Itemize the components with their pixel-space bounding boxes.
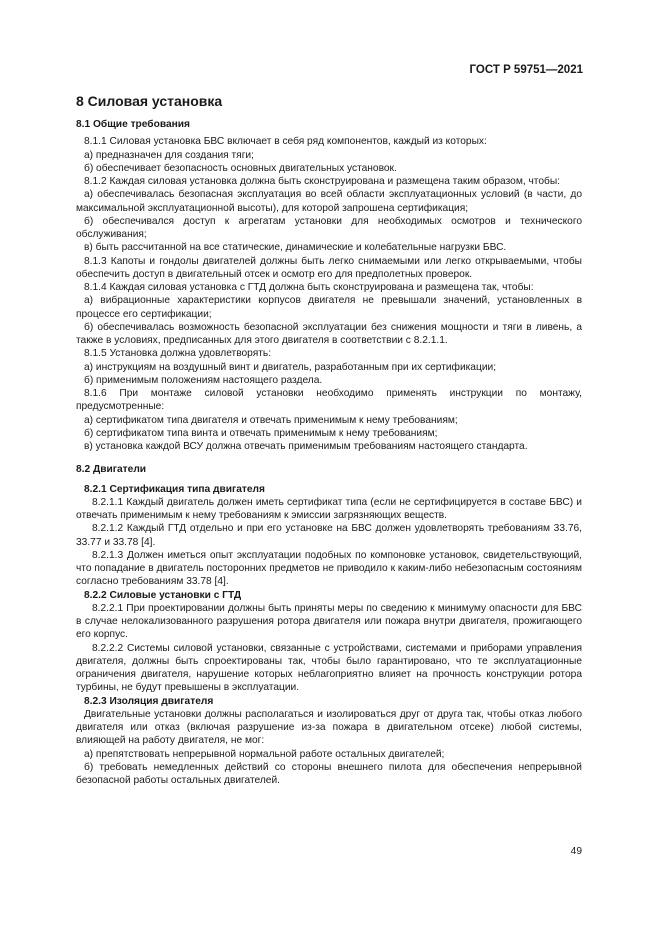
clause-8-2-1 [76,496,582,589]
paragraph: 8.2.2.2 Системы силовой установки, связанные с устройствами, системами и приборами управления двигателя, должны быть спроектированы так, чтобы было гарантировано, что те эксплуатационные ограничения двигателя, нарушение которых неблагоприятно влияет на прочность конструкции ротора турбины, не будут превышены в эксплуатации. [76,642,582,694]
clause-title-8-2-1: 8.2.1 Сертификация типа двигателя [84,483,265,495]
paragraph: Двигательные установки должны располагаться и изолироваться друг от друга так, чтобы отказ любого двигателя или отказ (включая разрушение из-за пожара в двигательном отсеке) любой системы, влияющей на работу двигателя, не мог: [76,708,582,747]
list-item: а) предназначен для создания тяги; [84,149,254,161]
paragraph: 8.2.2.1 При проектировании должны быть приняты меры по сведению к минимуму опасности для БВС в случае нелокализованного разрушения ротора двигателя или пожара внутри двигателя, прожигающего его корпус. [76,602,582,641]
paragraph: 8.1.1 Силовая установка БВС включает в себя ряд компонентов, каждый из которых: [84,136,487,148]
list-item: б) обеспечивался доступ к агрегатам установки для необходимых осмотров и технического обслуживания; [76,215,582,240]
clause-8-2-2 [76,602,582,695]
list-item: а) обеспечивалась безопасная эксплуатация во всей области эксплуатационных условий (в части, до максимальной эксплуатационной высоты), для которой запрошена сертификация; [76,189,582,214]
section-title: 8 Силовая установка [76,93,223,109]
list-item: в) установка каждой ВСУ должна отвечать применимым требованиям настоящего стандарта. [84,441,528,452]
list-item: б) обеспечивает безопасность основных двигательных установок. [84,162,397,174]
list-item: а) сертификатом типа двигателя и отвечать применимым к нему требованиям; [84,414,458,426]
clause-8-2-3 [76,708,582,788]
clause-title-8-2-2: 8.2.2 Силовые установки с ГТД [84,589,242,601]
list-item: а) инструкциям на воздушный винт и двигатель, разработанным при их сертификации; [84,361,497,373]
paragraph: 8.1.6 При монтаже силовой установки необходимо применять инструкции по монтажу, предусмотренные: [76,388,582,413]
paragraph: 8.1.3 Капоты и гондолы двигателей должны быть легко снимаемыми или легко открываемыми, чтобы обеспечить доступ в двигательный отсек и осмотр его для предполетных проверок. [76,255,582,280]
paragraph: 8.2.1.1 Каждый двигатель должен иметь сертификат типа (если не сертифицируется в составе БВС) и отвечать применимым к нему требованиям к эмиссии загрязняющих веществ. [76,496,582,521]
paragraph: 8.1.4 Каждая силовая установка с ГТД должна быть сконструирована и размещена так, чтобы: [84,282,534,293]
subsection-8-1 [76,135,582,453]
subsection-title-8-1: 8.1 Общие требования [76,119,190,130]
list-item: а) препятствовать непрерывной нормальной работе остальных двигателей; [84,748,445,760]
paragraph: 8.1.5 Установка должна удовлетворять: [84,348,272,360]
paragraph: 8.2.1.2 Каждый ГТД отдельно и при его установке на БВС должен удовлетворять требованиям 33.76, 33.77 и 33.78 [4]. [76,523,582,548]
paragraph: 8.1.2 Каждая силовая установка должна быть сконструирована и размещена таким образом, чтобы: [84,176,561,187]
list-item: б) обеспечивалась возможность безопасной эксплуатации без снижения мощности и тяги в ливень, а также в условиях, предписанных для этого двигателя в соответствии с 8.2.1.1. [76,321,582,346]
document-body [76,93,582,787]
list-item: а) вибрационные характеристики корпусов двигателя не превышали значений, установленных в процессе его сертификации; [76,295,582,320]
subsection-title-8-2: 8.2 Двигатели [76,464,147,476]
page-number: 49 [570,846,582,857]
list-item: в) быть рассчитанной на все статические, динамические и колебательные нагрузки БВС. [84,242,507,254]
document-header: ГОСТ Р 59751—2021 [469,64,583,76]
list-item: б) применимым положениям настоящего раздела. [84,374,323,386]
clause-title-8-2-3: 8.2.3 Изоляция двигателя [84,695,214,707]
list-item: б) сертификатом типа винта и отвечать применимым к нему требованиям; [84,427,438,439]
list-item: б) требовать немедленных действий со стороны внешнего пилота для обеспечения непрерывной безопасной работы остальных двигателей. [76,761,582,786]
paragraph: 8.2.1.3 Должен иметься опыт эксплуатации подобных по компоновке установок, свидетельствующий, что попадание в двигатель посторонних предметов не приводило к каким-либо небезопасным состояниям согласно требованиям 33.78 [4]. [76,549,582,588]
